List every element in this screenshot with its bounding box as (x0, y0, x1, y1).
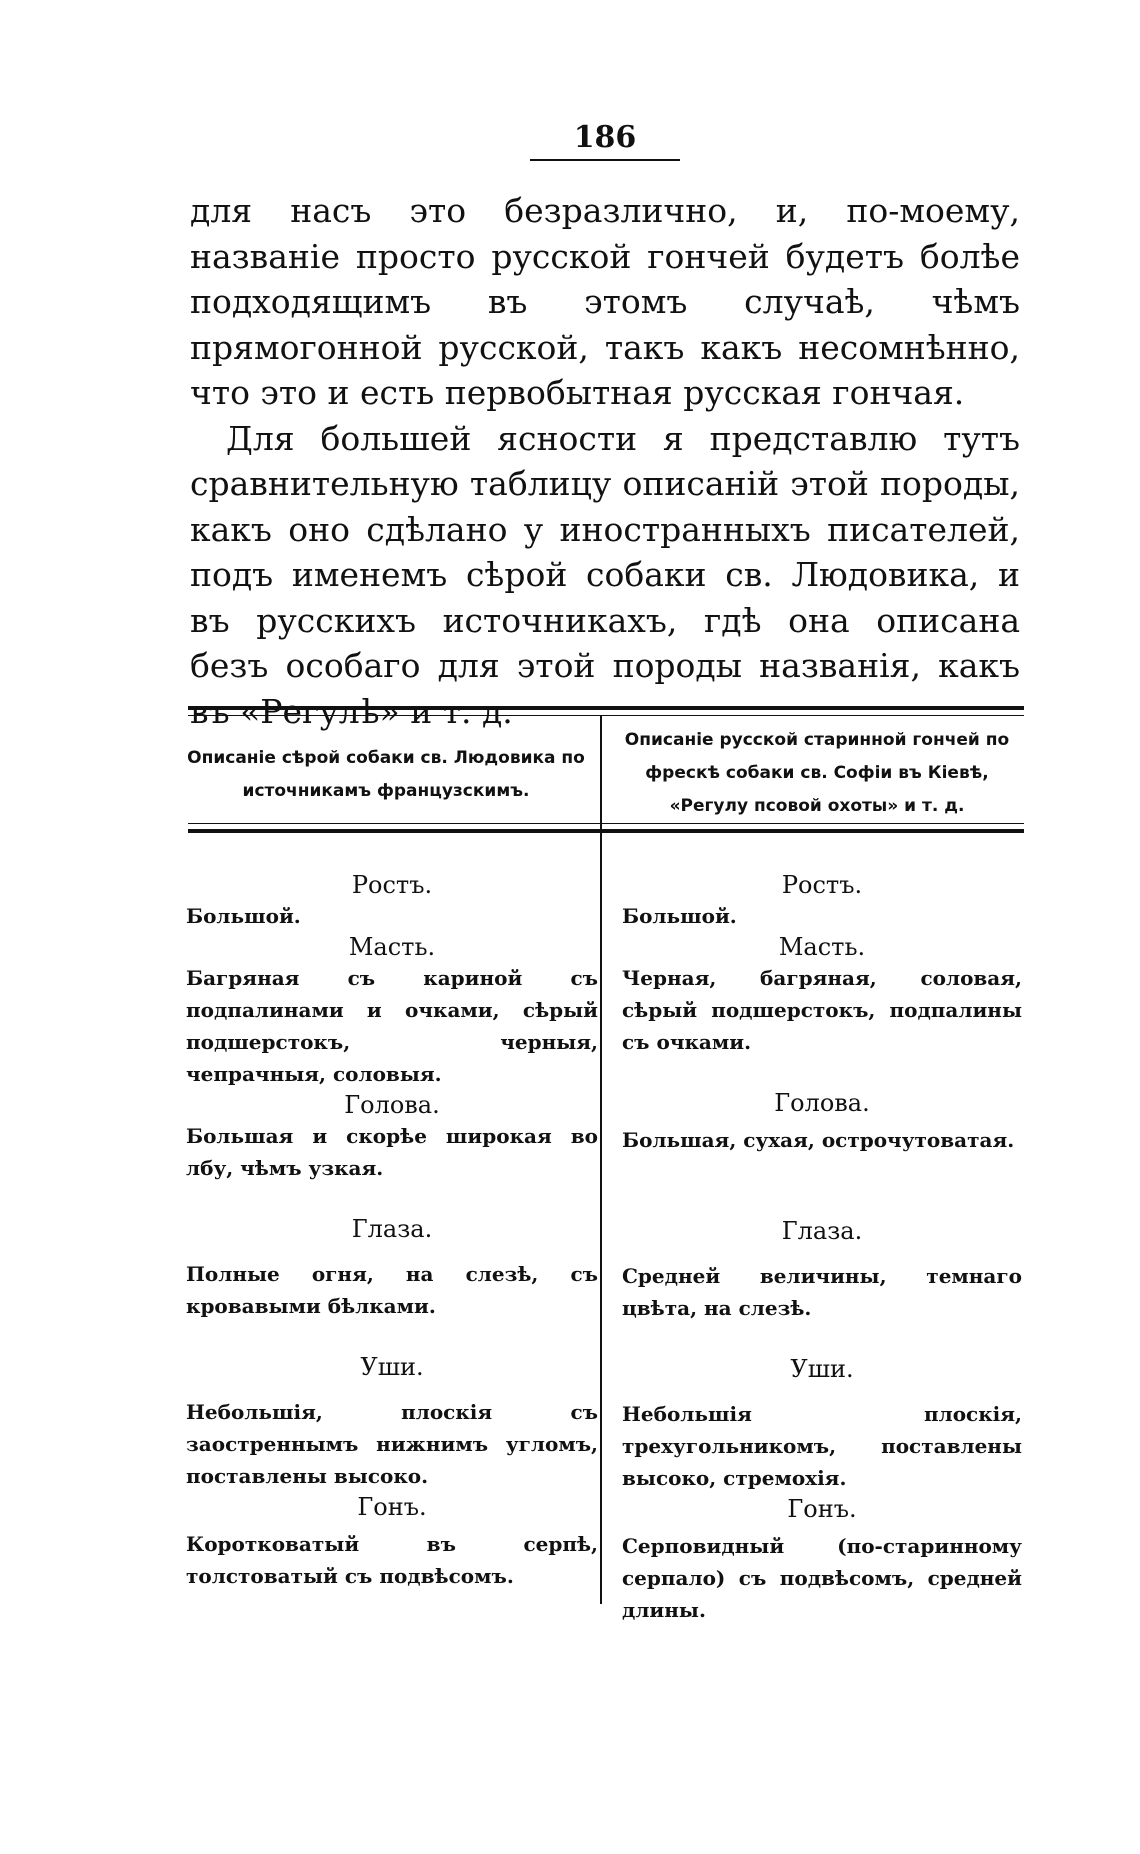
table-top-rule-thin (188, 715, 1024, 716)
header-bottom-rule (188, 829, 1024, 833)
intro-paragraph-2: Для большей ясности я представлю тутъ сравнительную таблицу описаній этой породы, какъ оно сдѣлано у иностранныхъ писателей, подъ именемъ сѣрой собаки св. Людовика, и въ русскихъ источникахъ, гдѣ она описана безъ особаго для этой породы названія, какъ въ «Регулѣ» и т. д. (190, 418, 1020, 731)
intro-text (190, 188, 1020, 734)
left-section-title: Голова. (344, 1091, 440, 1119)
intro-paragraph-1: для насъ это безразлично, и, по-моему, названіе просто русской гончей будетъ болѣе подходящимъ въ этомъ случаѣ, чѣмъ прямогонной русской, такъ какъ несомнѣнно, что это и есть первобытная русская гончая. (190, 191, 1020, 412)
right-section-title: Голова. (774, 1089, 870, 1117)
page-number: 186 (530, 120, 680, 161)
right-section-text: Большой. (622, 904, 737, 928)
right-section-text: Серповидный (по-старинному серпало) съ подвѣсомъ, средней длины. (622, 1534, 1022, 1622)
left-section-title: Ростъ. (351, 871, 433, 899)
header-bottom-rule-thin (188, 823, 1024, 824)
left-section-text: Багряная съ кариной съ подпалинами и очками, сѣрый подшерстокъ, черныя, чепрачныя, соловыя. (186, 966, 598, 1086)
right-column-header: Описаніе русской старинной гончей по фрескѣ собаки св. Софіи въ Кіевѣ, «Регулу псовой охоты» и т. д. (624, 730, 1010, 816)
right-section-text: Черная, багряная, соловая, сѣрый подшерстокъ, подпалины съ очками. (622, 966, 1022, 1054)
left-section-title: Гонъ. (357, 1493, 427, 1521)
left-section-text: Полные огня, на слезѣ, съ кровавыми бѣлками. (186, 1262, 598, 1318)
right-section-text: Большая, сухая, острочутоватая. (622, 1128, 1015, 1152)
left-section-text: Небольшія, плоскія съ заостреннымъ нижнимъ угломъ, поставлены высоко. (186, 1400, 598, 1488)
right-section-title: Ростъ. (781, 871, 863, 899)
right-section-text: Средней величины, темнаго цвѣта, на слезѣ. (622, 1264, 1022, 1320)
right-section-text: Небольшія плоскія, трехугольникомъ, поставлены высоко, стремохія. (622, 1402, 1022, 1490)
left-section-title: Глаза. (351, 1215, 433, 1243)
left-section-title: Уши. (360, 1353, 424, 1381)
right-section-title: Глаза. (781, 1217, 863, 1245)
left-section-text: Коротковатый въ серпѣ, толстоватый съ подвѣсомъ. (186, 1532, 598, 1588)
right-section-title: Гонъ. (787, 1495, 857, 1523)
left-section-text: Большая и скорѣе широкая во лбу, чѣмъ узкая. (186, 1124, 598, 1180)
table-top-rule (188, 706, 1024, 710)
left-section-title: Масть. (348, 933, 436, 961)
left-section-text: Большой. (186, 904, 301, 928)
right-section-title: Масть. (778, 933, 866, 961)
right-column (622, 870, 1022, 1626)
right-section-title: Уши. (790, 1355, 854, 1383)
left-column-header: Описаніе сѣрой собаки св. Людовика по источникамъ французскимъ. (187, 748, 585, 801)
column-divider (600, 716, 602, 1604)
left-column (186, 870, 598, 1592)
